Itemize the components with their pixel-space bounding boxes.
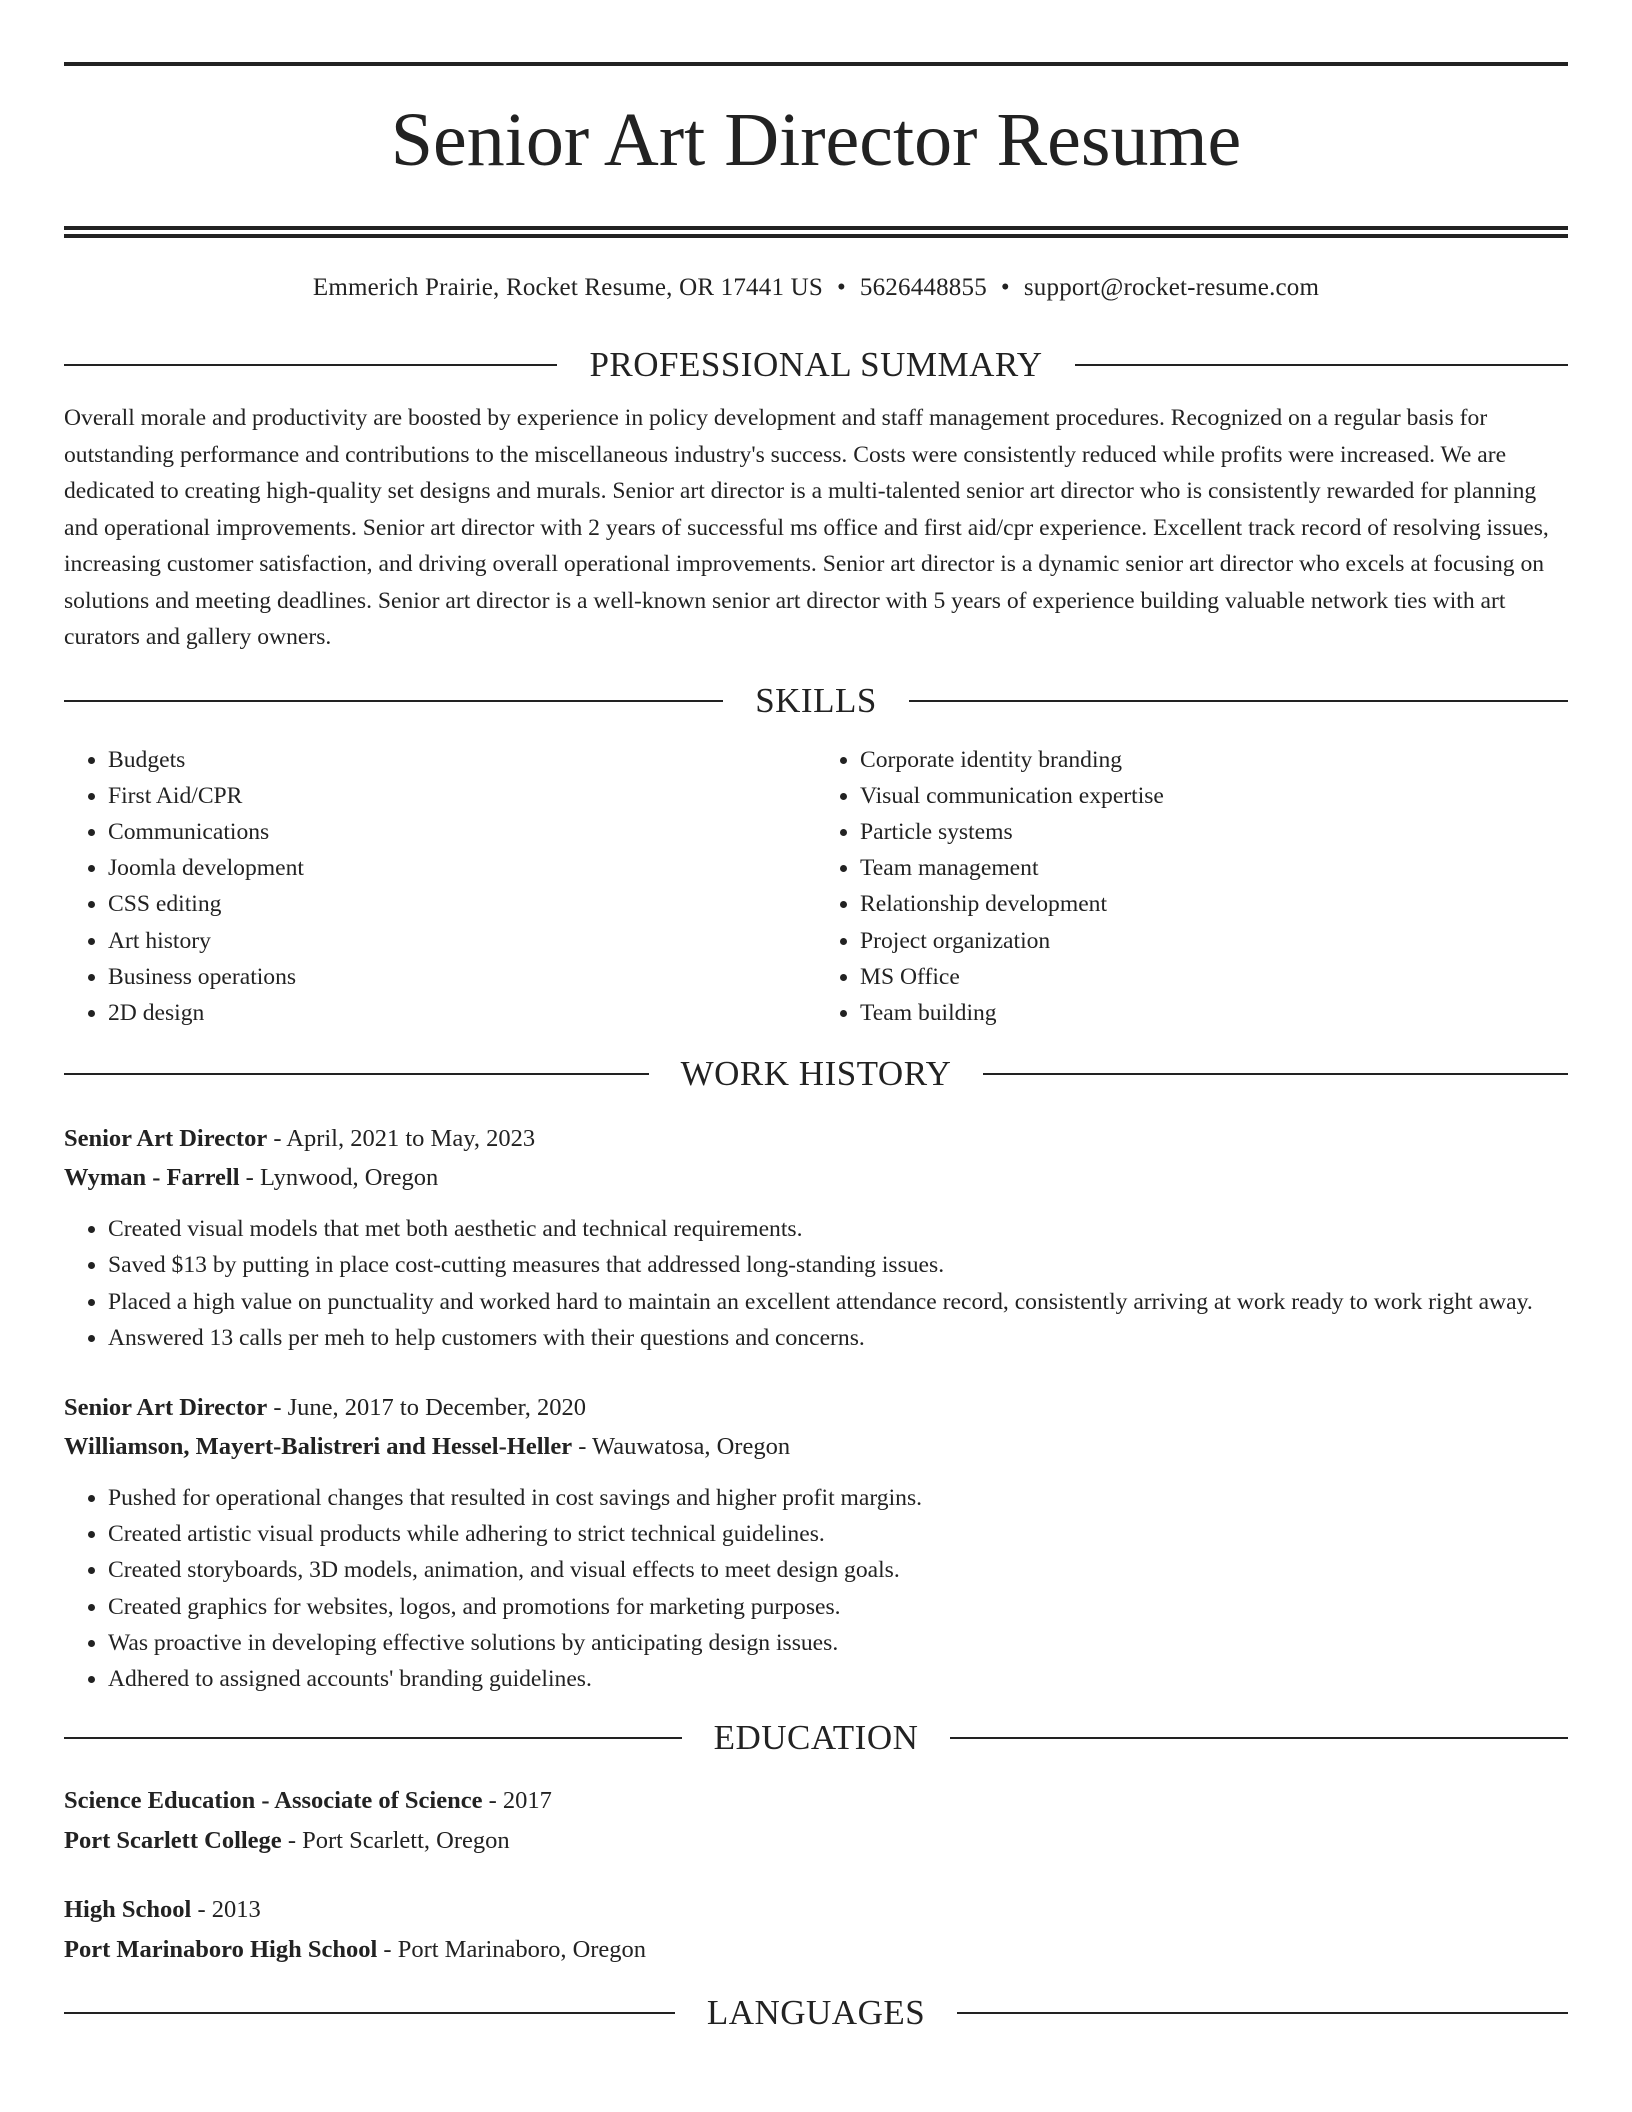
section-header-work (64, 1053, 1568, 1095)
job-company: Williamson, Mayert-Balistreri and Hessel-Heller (64, 1432, 573, 1460)
skill-item: • Business operations (108, 959, 816, 995)
education-entry (64, 1781, 1568, 1861)
job-title-line (64, 1119, 1568, 1158)
job-bullet: • Created graphics for websites, logos, and promotions for marketing purposes. (108, 1589, 1568, 1625)
summary-paragraph: Overall morale and productivity are boosted by experience in policy development and staff management procedures. Recognized on a regular basis for outstanding performance and contributions to the miscellaneous industry's success. Costs were consistently reduced while profits were increased. We are dedicated to creating high-quality set designs and murals. Senior art director is a multi-talented senior art director who is consistently rewarded for planning and operational improvements. Senior art director with 2 years of successful ms office and first aid/cpr experience. Excellent track record of resolving issues, increasing customer satisfaction, and driving overall operational improvements. Senior art director is a dynamic senior art director who excels at focusing on solutions and meeting deadlines. Senior art director is a well-known senior art director with 5 years of experience building valuable network ties with art curators and gallery owners. (64, 405, 1549, 650)
education-school-line (64, 1930, 1568, 1970)
contact-phone: 5626448855 (859, 274, 987, 301)
section-divider (1075, 364, 1568, 366)
section-title-languages: LANGUAGES (706, 1993, 926, 2033)
job-title: Senior Art Director (64, 1125, 268, 1153)
job-bullet: • Pushed for operational changes that resulted in cost savings and higher profit margins. (108, 1480, 1568, 1516)
education-degree-line (64, 1781, 1568, 1821)
education-entry (64, 1890, 1568, 1970)
skill-item: • Relationship development (860, 886, 1568, 922)
skill-item: • Project organization (860, 923, 1568, 959)
education-degree-line (64, 1890, 1568, 1930)
section-title-summary: PROFESSIONAL SUMMARY (589, 345, 1043, 384)
section-divider (909, 700, 1568, 702)
job-entry (64, 1119, 1568, 1356)
section-title-work: WORK HISTORY (680, 1054, 952, 1094)
contact-separator: • (1000, 274, 1010, 301)
education-year: - 2013 (191, 1896, 261, 1924)
resume-title: Senior Art Director Resume (390, 98, 1242, 182)
job-location: - Lynwood, Oregon (239, 1164, 439, 1192)
section-divider (983, 1073, 1568, 1075)
section-header-skills (64, 680, 1568, 722)
skills-list-left (64, 742, 816, 1032)
job-title: Senior Art Director (64, 1393, 268, 1421)
section-divider (64, 1073, 649, 1075)
job-bullet: • Created artistic visual products while adhering to strict technical guidelines. (108, 1516, 1568, 1552)
skill-item: • Team management (860, 850, 1568, 886)
skill-item: • Corporate identity branding (860, 742, 1568, 778)
top-rule (64, 62, 1568, 66)
skill-item: • Budgets (108, 742, 816, 778)
skill-item: • First Aid/CPR (108, 778, 816, 814)
section-title-skills: SKILLS (755, 680, 877, 720)
education-school: Port Marinaboro High School (64, 1936, 378, 1964)
job-location: - Wauwatosa, Oregon (572, 1432, 791, 1460)
education-year: - 2017 (482, 1787, 552, 1815)
skills-list-right (816, 742, 1568, 1032)
section-divider (64, 2012, 675, 2014)
section-divider (957, 2012, 1568, 2014)
job-bullet: • Created storyboards, 3D models, animation, and visual effects to meet design goals. (108, 1552, 1568, 1588)
education-location: - Port Scarlett, Oregon (281, 1827, 510, 1855)
skill-item: • CSS editing (108, 886, 816, 922)
section-title-education: EDUCATION (713, 1718, 919, 1758)
job-company-line (64, 1158, 1568, 1197)
job-bullet: • Placed a high value on punctuality and worked hard to maintain an excellent attendance record, consistently arriving at work ready to work right away. (108, 1284, 1568, 1320)
job-bullet: • Adhered to assigned accounts' branding guidelines. (108, 1661, 1568, 1697)
contact-line (64, 272, 1568, 304)
section-header-education (64, 1717, 1568, 1759)
job-title-line (64, 1388, 1568, 1427)
section-divider (64, 700, 723, 702)
skill-item: • Visual communication expertise (860, 778, 1568, 814)
education-location: - Port Marinaboro, Oregon (377, 1936, 647, 1964)
job-dates: - April, 2021 to May, 2023 (267, 1125, 536, 1153)
contact-address: Emmerich Prairie, Rocket Resume, OR 17441 US (312, 274, 823, 301)
skill-item: • MS Office (860, 959, 1568, 995)
job-bullet: • Saved $13 by putting in place cost-cutting measures that addressed long-standing issues. (108, 1247, 1568, 1283)
section-header-summary (64, 344, 1568, 386)
section-header-languages (64, 1992, 1568, 2034)
contact-separator: • (836, 274, 846, 301)
contact-email: support@rocket-resume.com (1023, 274, 1320, 301)
education-school-line (64, 1821, 1568, 1861)
job-bullets (64, 1211, 1568, 1356)
job-company: Wyman - Farrell (64, 1164, 240, 1192)
job-bullet: • Was proactive in developing effective solutions by anticipating design issues. (108, 1625, 1568, 1661)
skills-columns (64, 742, 1568, 1032)
skill-item: • Joomla development (108, 850, 816, 886)
job-company-line (64, 1427, 1568, 1466)
section-divider (64, 1737, 682, 1739)
title-double-rule (64, 226, 1568, 238)
education-degree: Science Education - Associate of Science (64, 1787, 483, 1815)
resume-page (64, 62, 1568, 2034)
skill-item: • Art history (108, 923, 816, 959)
job-entry (64, 1388, 1568, 1697)
job-bullets (64, 1480, 1568, 1697)
education-school: Port Scarlett College (64, 1827, 282, 1855)
job-bullet: • Created visual models that met both aesthetic and technical requirements. (108, 1211, 1568, 1247)
section-divider (950, 1737, 1568, 1739)
skill-item: • Particle systems (860, 814, 1568, 850)
education-degree: High School (64, 1896, 192, 1924)
skill-item: • 2D design (108, 995, 816, 1031)
skill-item: • Communications (108, 814, 816, 850)
job-bullet: • Answered 13 calls per meh to help customers with their questions and concerns. (108, 1320, 1568, 1356)
skill-item: • Team building (860, 995, 1568, 1031)
section-divider (64, 364, 557, 366)
job-dates: - June, 2017 to December, 2020 (267, 1393, 587, 1421)
